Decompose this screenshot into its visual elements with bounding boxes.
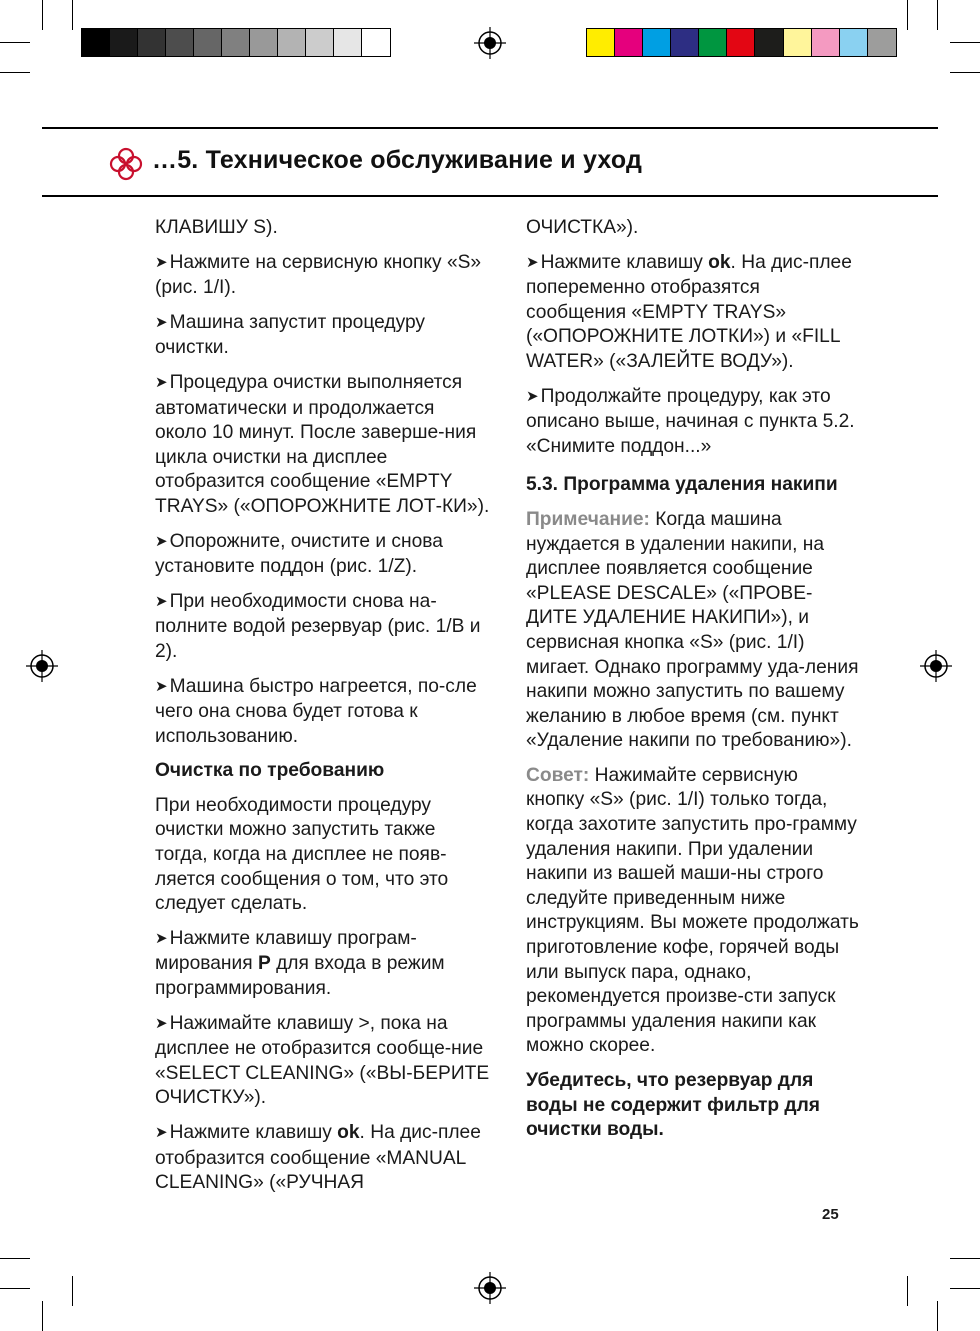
crop-mark bbox=[42, 1301, 43, 1331]
bullet-step: ➤ Машина запустит процедуру очистки. bbox=[155, 311, 490, 361]
crop-mark bbox=[0, 1288, 30, 1289]
page-title: …5. Техническое обслуживание и уход bbox=[152, 146, 643, 174]
crop-mark bbox=[72, 0, 73, 30]
color-swatch bbox=[699, 29, 727, 56]
bullet-step bbox=[155, 1121, 490, 1196]
text: Нажмите клавишу програм-мирования bbox=[155, 927, 417, 975]
paragraph: КЛАВИШУ S). bbox=[155, 217, 278, 238]
crop-mark bbox=[937, 1301, 938, 1331]
crop-mark bbox=[72, 1276, 73, 1306]
paragraph: При необходимости процедуру очистки можно запустить также тогда, когда на дисплее не появ-ляется сообщения о том, что это следует сделать. bbox=[155, 794, 449, 915]
crop-mark bbox=[907, 1276, 908, 1306]
color-swatch bbox=[110, 29, 138, 56]
bullet-step bbox=[526, 251, 861, 375]
paragraph: ОЧИСТКА»). bbox=[526, 217, 639, 238]
process-color-bar bbox=[586, 28, 897, 57]
note-label: Примечание: bbox=[526, 508, 650, 530]
key-label: ok bbox=[708, 251, 731, 273]
section-heading: 5.3. Программа удаления накипи bbox=[526, 474, 838, 496]
text: Нажмите клавишу bbox=[540, 251, 709, 273]
section-heading: Очистка по требованию bbox=[155, 760, 385, 782]
flower-logo-icon bbox=[108, 146, 144, 182]
grayscale-color-bar bbox=[81, 28, 391, 57]
color-swatch bbox=[643, 29, 671, 56]
bullet-step: ➤ Продолжайте процедуру, как это описано выше, начиная с пункта 5.2. «Снимите поддон...» bbox=[526, 385, 861, 460]
text: Когда машина нуждается в удалении накипи, на дисплее появляется сообщение «PLEASE DESCALE» («ПРОВЕ-ДИТЕ УДАЛЕНИЕ НАКИПИ»), и сервисная кнопка «S» (рис. 1/I) мигает. Однако программу уда-ления накипи можно запустить по вашему желанию в любое время (см. пункт «Удаление накипи по требованию»). bbox=[526, 508, 859, 752]
note-paragraph bbox=[526, 508, 861, 754]
key-label: ok bbox=[337, 1122, 360, 1143]
color-swatch bbox=[194, 29, 222, 56]
bullet-step: ➤ При необходимости снова на-полните водой резервуар (рис. 1/B и 2). bbox=[155, 590, 490, 665]
key-label: P bbox=[257, 953, 271, 975]
tip-label: Совет: bbox=[526, 764, 590, 786]
color-swatch bbox=[784, 29, 812, 56]
warning-text: Убедитесь, что резервуар для воды не содержит фильтр для очистки воды. bbox=[526, 1070, 820, 1141]
text: для входа в режим программирования. bbox=[155, 953, 445, 1000]
crop-mark bbox=[907, 0, 908, 30]
color-swatch bbox=[671, 29, 699, 56]
text: Нажимайте сервисную кнопку «S» (рис. 1/I) только тогда, когда захотите запустить про-грамму удаления накипи. При удалении накипи из вашей маши-ны строго следуйте приведенным ниже инструкциям. Вы можете продолжать приготовление кофе, горячей воды или выпуск пара, однако, рекомендуется произве-сти запуск программы удаления накипи как можно скорее. bbox=[526, 764, 859, 1057]
right-column bbox=[526, 216, 861, 1153]
crop-mark bbox=[950, 42, 980, 43]
color-swatch bbox=[812, 29, 840, 56]
color-swatch bbox=[587, 29, 615, 56]
tip-paragraph bbox=[526, 764, 861, 1059]
text: . На дис-плее попеременно отобразятся сообщения «EMPTY TRAYS» («ОПОРОЖНИТЕ ЛОТКИ») и «FILL WATER» («ЗАЛЕЙТЕ ВОДУ»). bbox=[526, 251, 852, 372]
bullet-step: ➤ Процедура очистки выполняется автоматически и продолжается около 10 минут. После заверше-ния цикла очистки на дисплее отобразится сообщение «EMPTY TRAYS» («ОПОРОЖНИТЕ ЛОТ-КИ»). bbox=[155, 371, 490, 520]
text: Нажмите клавишу bbox=[169, 1122, 338, 1143]
color-swatch bbox=[362, 29, 390, 56]
color-swatch bbox=[306, 29, 334, 56]
header-bottom-rule bbox=[42, 195, 938, 197]
color-swatch bbox=[166, 29, 194, 56]
color-swatch bbox=[840, 29, 868, 56]
registration-mark-icon bbox=[920, 650, 952, 682]
text: . На дис-плее отобразится сообщение «MANUAL CLEANING» («РУЧНАЯ bbox=[155, 1122, 481, 1194]
color-swatch bbox=[82, 29, 110, 56]
crop-mark bbox=[0, 1258, 30, 1259]
bullet-step: ➤ Нажмите на сервисную кнопку «S» (рис. 1/I). bbox=[155, 251, 490, 301]
crop-mark bbox=[937, 0, 938, 30]
crop-mark bbox=[950, 72, 980, 73]
color-swatch bbox=[334, 29, 362, 56]
bullet-step: ➤ Нажимайте клавишу >, пока на дисплее не отобразится сообще-ние «SELECT CLEANING» («ВЫ-БЕРИТЕ ОЧИСТКУ»). bbox=[155, 1012, 490, 1111]
registration-mark-icon bbox=[474, 27, 506, 59]
bullet-step: ➤ Машина быстро нагреется, по-сле чего она снова будет готова к использованию. bbox=[155, 675, 490, 750]
page-number: 25 bbox=[822, 1206, 839, 1223]
color-swatch bbox=[222, 29, 250, 56]
color-swatch bbox=[727, 29, 755, 56]
crop-mark bbox=[0, 42, 30, 43]
header-top-rule bbox=[42, 127, 938, 129]
bullet-step: ➤ Опорожните, очистите и снова установите поддон (рис. 1/Z). bbox=[155, 530, 490, 580]
bullet-step bbox=[155, 927, 490, 1002]
registration-mark-icon bbox=[474, 1272, 506, 1304]
left-column bbox=[155, 216, 490, 1206]
color-swatch bbox=[250, 29, 278, 56]
registration-mark-icon bbox=[26, 650, 58, 682]
color-swatch bbox=[615, 29, 643, 56]
crop-mark bbox=[0, 72, 30, 73]
crop-mark bbox=[950, 1288, 980, 1289]
color-swatch bbox=[278, 29, 306, 56]
crop-mark bbox=[42, 0, 43, 30]
color-swatch bbox=[868, 29, 896, 56]
color-swatch bbox=[138, 29, 166, 56]
crop-mark bbox=[950, 1258, 980, 1259]
color-swatch bbox=[755, 29, 783, 56]
